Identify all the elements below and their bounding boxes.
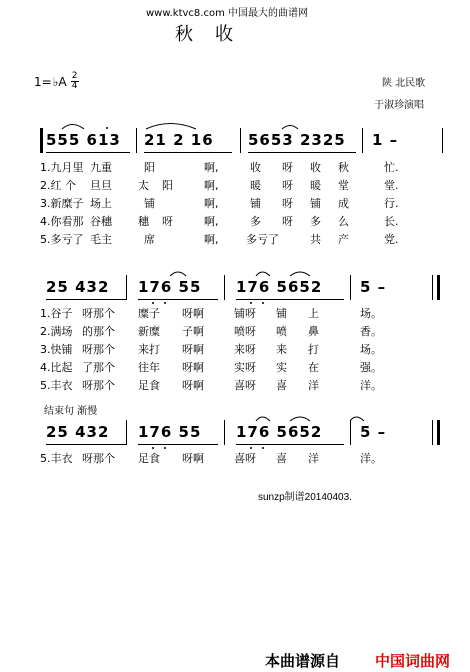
lyric-syllable: 足食 bbox=[138, 379, 160, 392]
lyric-syllable: 堂 bbox=[338, 179, 349, 192]
lyric-syllable: 洋 bbox=[308, 452, 319, 465]
lyric-syllable: 么 bbox=[338, 215, 349, 228]
measure-1: 25 432 bbox=[46, 278, 110, 296]
lyric-line bbox=[40, 377, 460, 393]
lyric-line bbox=[40, 213, 460, 229]
lyric-syllable: 铺 bbox=[250, 197, 261, 210]
lyric-syllable: 的那个 bbox=[82, 325, 115, 338]
staff-system-3 bbox=[40, 423, 456, 449]
song-title: 秋收 bbox=[175, 24, 255, 45]
beam-underline bbox=[236, 299, 344, 300]
octave-dot bbox=[262, 447, 264, 449]
lyric-syllable: 呀啊 bbox=[182, 452, 204, 465]
lyric-syllable: 呀 bbox=[282, 179, 293, 192]
lyric-line bbox=[40, 450, 460, 466]
lyric-syllable: 呀那个 bbox=[82, 307, 115, 320]
end-barline bbox=[437, 275, 440, 300]
lyric-syllable: 上 bbox=[308, 307, 319, 320]
barline bbox=[126, 420, 127, 445]
lyric-line bbox=[40, 177, 460, 193]
lyric-syllable: 呀啊 bbox=[182, 343, 204, 356]
measure-3: 5653 2325 bbox=[248, 131, 346, 149]
lyric-syllable: 2.红 个 bbox=[40, 179, 76, 192]
lyric-syllable: 呀那个 bbox=[82, 343, 115, 356]
measure-3: 176 5652 bbox=[236, 278, 323, 296]
lyric-syllable: 铺 bbox=[276, 307, 287, 320]
lyric-syllable: 喜呀 bbox=[234, 452, 256, 465]
lyric-syllable: 强。 bbox=[360, 361, 382, 374]
lyric-syllable: 啊, bbox=[204, 161, 219, 174]
measure-4: 5 – bbox=[360, 278, 387, 296]
lyric-syllable: 太 bbox=[138, 179, 149, 192]
key-note: ♭A bbox=[52, 74, 67, 89]
staff-system-2 bbox=[40, 278, 456, 304]
lyric-syllable: 穗 bbox=[138, 215, 149, 228]
lyric-syllable: 喜 bbox=[276, 379, 287, 392]
measure-3: 176 5652 bbox=[236, 423, 323, 441]
lyric-syllable: 糜子 bbox=[138, 307, 160, 320]
octave-dot bbox=[164, 447, 166, 449]
lyric-syllable: 呀那个 bbox=[82, 452, 115, 465]
lyric-syllable: 在 bbox=[308, 361, 319, 374]
lyric-syllable: 了那个 bbox=[82, 361, 115, 374]
lyric-syllable: 谷穗 bbox=[90, 215, 112, 228]
lyric-syllable: 香。 bbox=[360, 325, 382, 338]
lyric-syllable: 暖 bbox=[250, 179, 261, 192]
lyric-syllable: 3.快铺 bbox=[40, 343, 73, 356]
barline bbox=[224, 275, 225, 300]
end-barline bbox=[437, 420, 440, 445]
lyric-syllable: 呀 bbox=[282, 161, 293, 174]
lyric-line bbox=[40, 195, 460, 211]
lyric-line bbox=[40, 341, 460, 357]
lyric-syllable: 新糜 bbox=[138, 325, 160, 338]
beam-underline bbox=[138, 444, 218, 445]
measure-4: 1 – bbox=[372, 131, 399, 149]
barline bbox=[350, 275, 351, 300]
lyric-syllable: 多 bbox=[250, 215, 261, 228]
lyric-syllable: 来打 bbox=[138, 343, 160, 356]
measure-2: 176 55 bbox=[138, 423, 202, 441]
lyric-syllable: 忙. bbox=[384, 161, 399, 174]
lyric-syllable: 行. bbox=[384, 197, 399, 210]
lyric-syllable: 啊, bbox=[204, 233, 219, 246]
lyric-syllable: 1.谷子 bbox=[40, 307, 73, 320]
measure-1: 555 613 bbox=[46, 131, 121, 149]
lyric-syllable: 实呀 bbox=[234, 361, 256, 374]
lyric-syllable: 共 bbox=[310, 233, 321, 246]
lyric-syllable: 啊, bbox=[204, 179, 219, 192]
lyric-syllable: 铺呀 bbox=[234, 307, 256, 320]
lyric-syllable: 洋。 bbox=[360, 452, 382, 465]
time-top: 2 bbox=[71, 71, 78, 81]
octave-dot bbox=[250, 302, 252, 304]
lyric-syllable: 场。 bbox=[360, 343, 382, 356]
lyric-syllable: 啊, bbox=[204, 215, 219, 228]
lyric-syllable: 4.你看那 bbox=[40, 215, 84, 228]
octave-dot bbox=[152, 447, 154, 449]
site-banner: www.ktvc8.com 中国最大的曲谱网 bbox=[146, 8, 309, 19]
lyric-syllable: 多亏了 bbox=[246, 233, 279, 246]
lyric-syllable: 3.新糜子 bbox=[40, 197, 84, 210]
lyric-syllable: 喷 bbox=[276, 325, 287, 338]
lyric-syllable: 长. bbox=[384, 215, 399, 228]
beam-underline bbox=[138, 299, 218, 300]
lyric-syllable: 足食 bbox=[138, 452, 160, 465]
lyric-syllable: 5.丰衣 bbox=[40, 452, 73, 465]
lyric-syllable: 呀啊 bbox=[182, 379, 204, 392]
lyric-syllable: 堂. bbox=[384, 179, 399, 192]
octave-dot bbox=[152, 302, 154, 304]
lyric-syllable: 呀 bbox=[282, 215, 293, 228]
lyric-syllable: 1.九月里 bbox=[40, 161, 84, 174]
lyric-syllable: 洋 bbox=[308, 379, 319, 392]
footer-source-label: 本曲谱源自 bbox=[265, 652, 341, 670]
octave-dot bbox=[262, 302, 264, 304]
beam-underline bbox=[46, 444, 126, 445]
lyric-syllable: 九重 bbox=[90, 161, 112, 174]
footer-brand[interactable]: 中国词曲网 bbox=[375, 652, 451, 670]
lyric-syllable: 阳 bbox=[144, 161, 155, 174]
barline bbox=[350, 420, 351, 445]
lyric-syllable: 鼻 bbox=[308, 325, 319, 338]
measure-4: 5 – bbox=[360, 423, 387, 441]
lyric-syllable: 秋 bbox=[338, 161, 349, 174]
measure-1: 25 432 bbox=[46, 423, 110, 441]
lyric-line bbox=[40, 305, 460, 321]
lyric-syllable: 党. bbox=[384, 233, 399, 246]
lyric-syllable: 席 bbox=[144, 233, 155, 246]
lyric-syllable: 往年 bbox=[138, 361, 160, 374]
lyric-syllable: 5.丰衣 bbox=[40, 379, 73, 392]
lyric-syllable: 阳 bbox=[162, 179, 173, 192]
lyric-syllable: 场上 bbox=[90, 197, 112, 210]
lyric-syllable: 啊, bbox=[204, 197, 219, 210]
lyric-syllable: 4.比起 bbox=[40, 361, 73, 374]
beam-underline bbox=[46, 299, 126, 300]
lyric-syllable: 铺 bbox=[310, 197, 321, 210]
lyric-syllable: 子啊 bbox=[182, 325, 204, 338]
barline bbox=[432, 275, 433, 300]
lyric-syllable: 旦旦 bbox=[90, 179, 112, 192]
barline bbox=[224, 420, 225, 445]
lyric-syllable: 呀 bbox=[162, 215, 173, 228]
song-source: 陕 北民歌 bbox=[382, 78, 426, 89]
lyric-syllable: 成 bbox=[338, 197, 349, 210]
lyric-syllable: 呀啊 bbox=[182, 361, 204, 374]
lyric-syllable: 打 bbox=[308, 343, 319, 356]
lyric-syllable: 2.满场 bbox=[40, 325, 73, 338]
ending-note: 结束句 渐慢 bbox=[44, 406, 98, 417]
lyric-syllable: 毛主 bbox=[90, 233, 112, 246]
lyric-syllable: 场。 bbox=[360, 307, 382, 320]
lyric-line bbox=[40, 231, 460, 247]
barline bbox=[126, 275, 127, 300]
beam-underline bbox=[236, 444, 344, 445]
lyric-syllable: 铺 bbox=[144, 197, 155, 210]
lyric-line bbox=[40, 159, 460, 175]
lyric-syllable: 喜 bbox=[276, 452, 287, 465]
lyric-line bbox=[40, 323, 460, 339]
lyric-syllable: 产 bbox=[338, 233, 349, 246]
lyric-syllable: 来呀 bbox=[234, 343, 256, 356]
lyric-syllable: 暖 bbox=[310, 179, 321, 192]
barline bbox=[432, 420, 433, 445]
lyric-syllable: 洋。 bbox=[360, 379, 382, 392]
octave-dot bbox=[164, 302, 166, 304]
measure-2: 21 2 16 bbox=[144, 131, 214, 149]
lyric-syllable: 实 bbox=[276, 361, 287, 374]
lyric-line bbox=[40, 359, 460, 375]
octave-dot bbox=[250, 447, 252, 449]
lyric-syllable: 喷呀 bbox=[234, 325, 256, 338]
key-prefix: 1= bbox=[34, 74, 52, 89]
lyric-syllable: 收 bbox=[310, 161, 321, 174]
performer: 于淑珍演唱 bbox=[374, 100, 424, 111]
lyric-syllable: 来 bbox=[276, 343, 287, 356]
lyric-syllable: 5.多亏了 bbox=[40, 233, 84, 246]
lyric-syllable: 喜呀 bbox=[234, 379, 256, 392]
score-credit: sunzp制谱20140403. bbox=[258, 492, 352, 503]
lyric-syllable: 呀那个 bbox=[82, 379, 115, 392]
lyric-syllable: 收 bbox=[250, 161, 261, 174]
time-bottom: 4 bbox=[71, 81, 78, 91]
measure-2: 176 55 bbox=[138, 278, 202, 296]
lyric-syllable: 呀 bbox=[282, 197, 293, 210]
lyric-syllable: 多 bbox=[310, 215, 321, 228]
lyric-syllable: 呀啊 bbox=[182, 307, 204, 320]
